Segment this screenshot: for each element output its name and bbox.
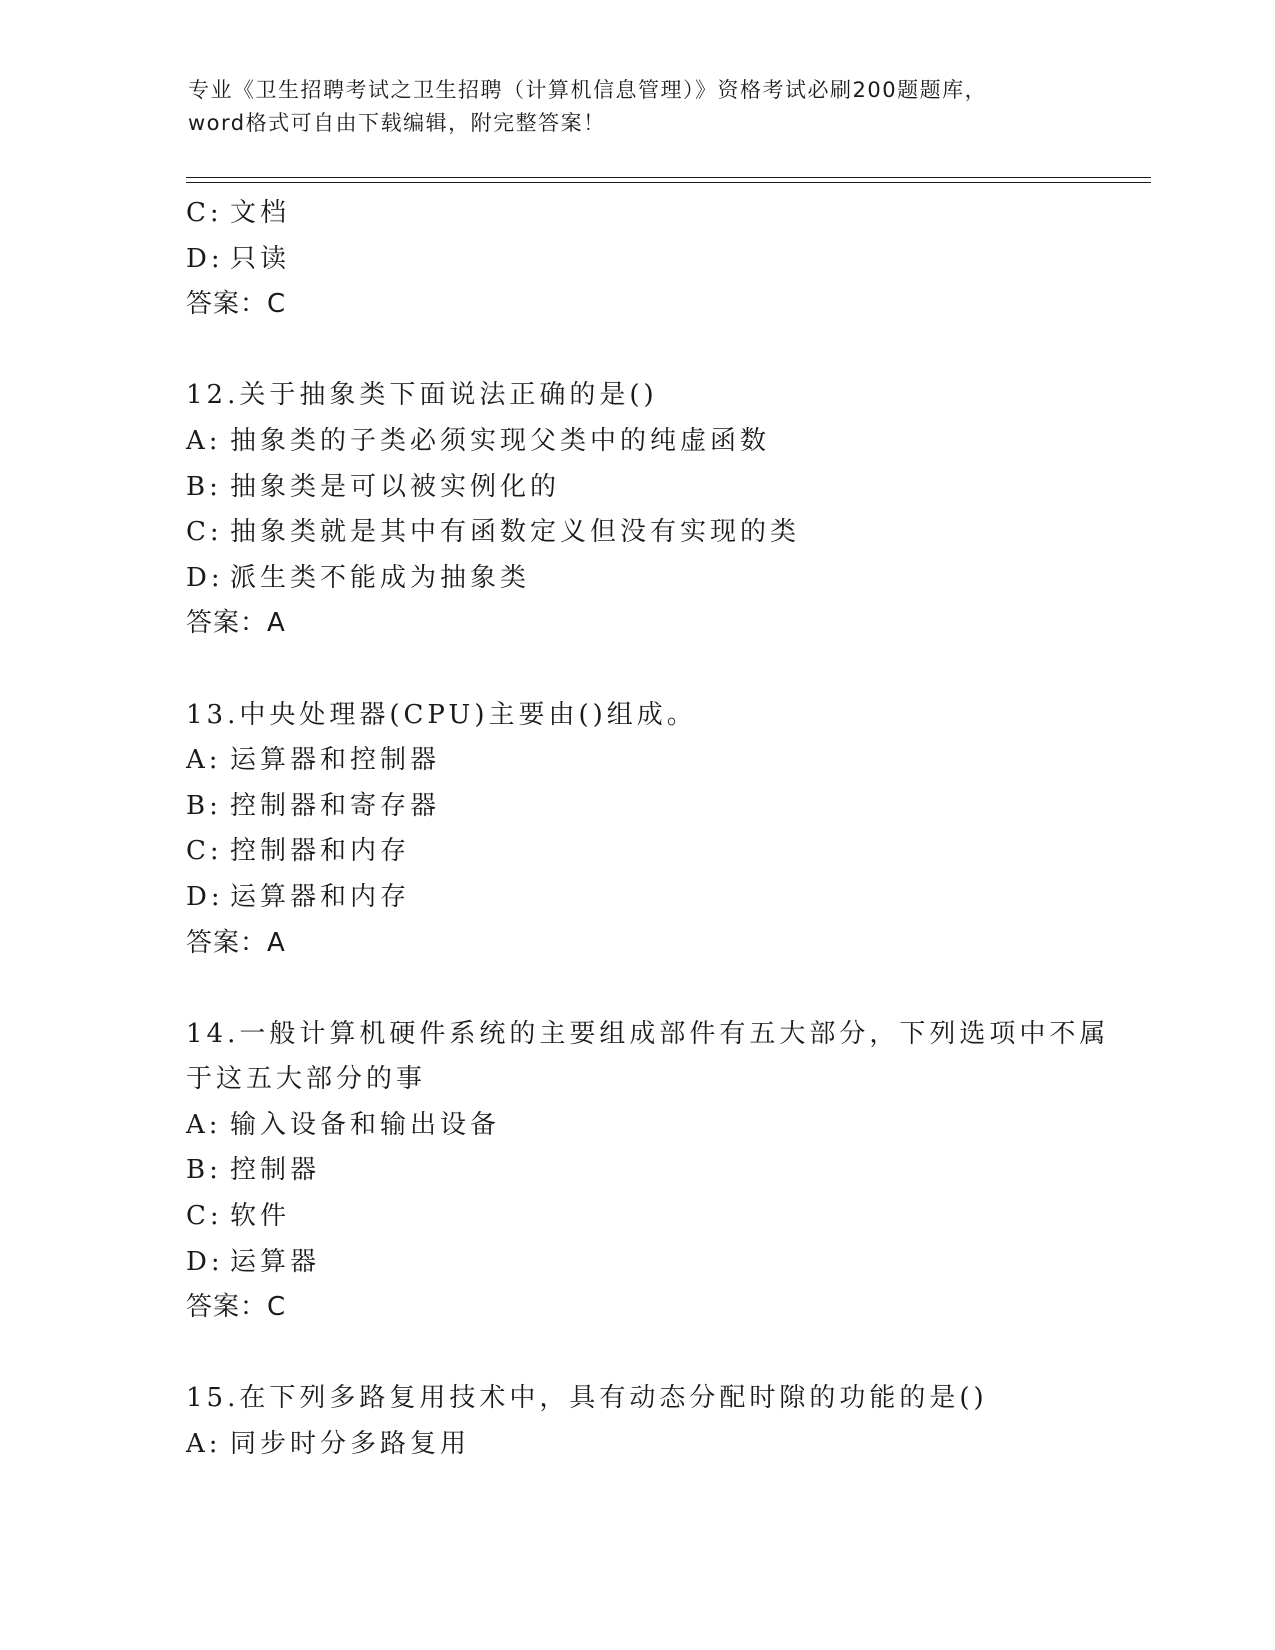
answer-line: 答案：A [186,608,286,639]
option-key: A: [186,1429,222,1460]
answer-line: 答案：A [186,927,286,958]
option-c [186,829,1086,875]
option-text: 抽象类是可以被实例化的 [230,471,561,502]
option-text: 同步时分多路复用 [230,1429,471,1460]
document-header [188,74,1078,140]
option-text: 运算器和内存 [230,881,411,912]
spacer [186,966,1086,1012]
question-stem: 14.一般计算机硬件系统的主要组成部件有五大部分，下列选项中不属 [186,1018,1110,1049]
option-c [186,191,1086,237]
option-key: A: [186,1109,222,1140]
option-b [186,1148,1086,1194]
question-stem: 15.在下列多路复用技术中，具有动态分配时隙的功能的是() [186,1383,988,1414]
option-text: 控制器和寄存器 [230,790,441,821]
option-key: B: [186,790,222,821]
option-key: C: [186,198,223,228]
option-d [186,237,1086,283]
option-a [186,1103,1086,1149]
option-a [186,419,1086,465]
option-key: C: [186,517,223,548]
spacer [186,1331,1086,1377]
option-a [186,738,1086,784]
option-d [186,875,1086,921]
header-divider-top [186,177,1151,178]
option-key: D: [186,243,224,274]
option-text: 控制器和内存 [230,836,411,867]
question-list [186,191,1110,1468]
answer-line: 答案：C [186,1292,287,1323]
question-15 [186,1376,1086,1467]
question-stem: 13.中央处理器(CPU)主要由()组成。 [186,699,697,730]
option-key: C: [186,836,223,867]
header-divider-bottom [186,182,1151,183]
option-key: C: [186,1201,223,1232]
header-title-line-1: 专业《卫生招聘考试之卫生招聘（计算机信息管理）》资格考试必刷200题题库， [188,78,988,102]
option-text: 控制器 [230,1155,321,1186]
option-key: D: [186,1246,224,1277]
option-text: 运算器 [230,1246,321,1277]
option-text: 文档 [230,198,291,228]
option-text: 抽象类的子类必须实现父类中的纯虚函数 [230,425,771,456]
option-key: D: [186,881,224,912]
question-stem: 12.关于抽象类下面说法正确的是() [186,380,658,411]
option-d [186,556,1086,602]
question-11-partial [186,191,1086,328]
option-a [186,1422,1086,1468]
option-text: 软件 [230,1201,291,1232]
option-text: 派生类不能成为抽象类 [230,562,531,593]
option-key: B: [186,1155,222,1186]
answer-line: 答案：C [186,289,287,320]
option-b [186,465,1086,511]
header-title-line-2: word格式可自由下载编辑，附完整答案！ [188,111,606,135]
option-key: A: [186,425,222,456]
option-b [186,784,1086,830]
option-key: A: [186,745,222,776]
question-14 [186,1012,1110,1331]
question-13 [186,693,1086,967]
option-key: D: [186,562,224,593]
option-c [186,510,1086,556]
spacer [186,647,1086,693]
option-d [186,1240,1086,1286]
question-stem-continued: 于这五大部分的事 [186,1064,427,1095]
question-12 [186,373,1086,647]
option-text: 只读 [230,243,291,274]
option-c [186,1194,1086,1240]
option-key: B: [186,471,222,502]
option-text: 运算器和控制器 [230,745,441,776]
option-text: 输入设备和输出设备 [230,1109,501,1140]
spacer [186,328,1086,374]
option-text: 抽象类就是其中有函数定义但没有实现的类 [230,517,801,548]
